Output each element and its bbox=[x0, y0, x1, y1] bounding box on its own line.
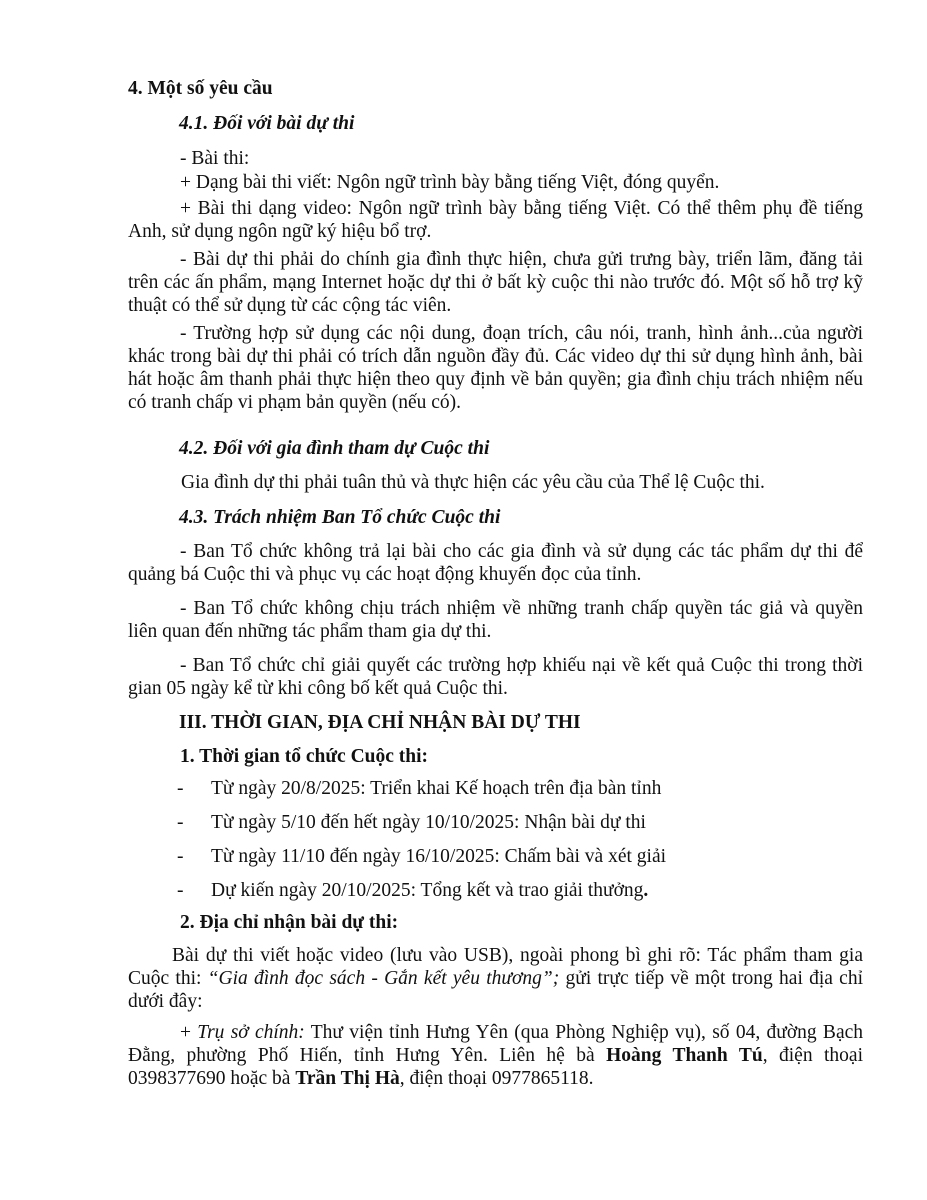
paragraph-head-office bbox=[128, 1021, 863, 1090]
subsection-4-3-heading: 4.3. Trách nhiệm Ban Tổ chức Cuộc thi bbox=[179, 507, 501, 528]
timeline-item-text: Từ ngày 11/10 đến ngày 16/10/2025: Chấm bài và xét giải bbox=[211, 846, 667, 867]
paragraph-btc-khong-chiu-trach-nhiem: - Ban Tổ chức không chịu trách nhiệm về những tranh chấp quyền tác giả và quyền liên quan đến những tác phẩm tham gia dự thi. bbox=[128, 598, 863, 642]
paragraph-dang-viet: + Dạng bài thi viết: Ngôn ngữ trình bày bằng tiếng Việt, đóng quyển. bbox=[180, 172, 720, 193]
contact-phone-1: , điện thoại 0398377690 hoặc bà bbox=[128, 1045, 863, 1089]
timeline-item-text bbox=[211, 879, 648, 902]
timeline-item-last-text: Dự kiến ngày 20/10/2025: Tổng kết và trao giải thưởng bbox=[211, 880, 644, 901]
address-intro-rest: gửi trực tiếp về một trong hai địa chỉ dưới đây: bbox=[128, 968, 864, 1012]
timeline-heading: 1. Thời gian tổ chức Cuộc thi: bbox=[180, 746, 429, 767]
timeline-item-text: Từ ngày 5/10 đến hết ngày 10/10/2025: Nhận bài dự thi bbox=[211, 812, 646, 833]
contact-name-1: Hoàng Thanh Tú bbox=[606, 1045, 763, 1066]
contact-phone-2: , điện thoại 0977865118. bbox=[399, 1068, 594, 1089]
section-4-heading: 4. Một số yêu cầu bbox=[128, 78, 273, 99]
address-intro-text: Bài dự thi viết hoặc video (lưu vào USB), ngoài phong bì ghi rõ: Tác phẩm tham gia Cuộc thi: bbox=[128, 945, 863, 989]
subsection-4-1-heading: 4.1. Đối với bài dự thi bbox=[179, 113, 355, 134]
timeline-final-period: . bbox=[643, 880, 649, 901]
paragraph-btc-khong-tra-bai: - Ban Tổ chức không trả lại bài cho các gia đình và sử dụng các tác phẩm dự thi để quảng bá Cuộc thi và phục vụ các hoạt động khuyến đọc của tỉnh. bbox=[128, 541, 863, 585]
paragraph-address-intro bbox=[128, 944, 863, 1013]
list-dash: - bbox=[177, 846, 184, 867]
paragraph-gia-dinh-tuan-thu: Gia đình dự thi phải tuân thủ và thực hiện các yêu cầu của Thể lệ Cuộc thi. bbox=[181, 472, 765, 493]
contact-name-2: Trần Thị Hà bbox=[295, 1068, 400, 1089]
paragraph-trich-dan: - Trường hợp sử dụng các nội dung, đoạn trích, câu nói, tranh, hình ảnh...của người khác trong bài dự thi phải có trích dẫn nguồn đầy đủ. Các video dự thi sử dụng hình ảnh, bài hát hoặc âm thanh phải thực hiện theo quy định về bản quyền; gia đình chịu trách nhiệm nếu có tranh chấp vi phạm bản quyền (nếu có). bbox=[128, 323, 863, 413]
list-dash: - bbox=[177, 880, 184, 901]
timeline-item-text: Từ ngày 20/8/2025: Triển khai Kế hoạch trên địa bàn tỉnh bbox=[211, 778, 662, 799]
contest-title: “Gia đình đọc sách - Gắn kết yêu thương”; bbox=[207, 968, 560, 989]
paragraph-bai-thi: - Bài thi: bbox=[180, 148, 250, 169]
head-office-label: Trụ sở chính: bbox=[197, 1022, 305, 1043]
subsection-4-2-heading: 4.2. Đối với gia đình tham dự Cuộc thi bbox=[179, 438, 490, 459]
head-office-prefix: + bbox=[180, 1022, 198, 1043]
paragraph-btc-khieu-nai: - Ban Tổ chức chỉ giải quyết các trường hợp khiếu nại về kết quả Cuộc thi trong thời gian 05 ngày kể từ khi công bố kết quả Cuộc thi. bbox=[128, 655, 863, 699]
list-dash: - bbox=[177, 812, 184, 833]
section-iii-heading: III. THỜI GIAN, ĐỊA CHỈ NHẬN BÀI DỰ THI bbox=[179, 712, 581, 733]
paragraph-dang-video: + Bài thi dạng video: Ngôn ngữ trình bày bằng tiếng Việt. Có thể thêm phụ đề tiếng Anh, sử dụng ngôn ngữ ký hiệu bổ trợ. bbox=[128, 198, 863, 242]
list-dash: - bbox=[177, 778, 184, 799]
paragraph-gia-dinh-thuc-hien: - Bài dự thi phải do chính gia đình thực hiện, chưa gửi trưng bày, triển lãm, đăng tải trên các ấn phẩm, mạng Internet hoặc dự thi ở bất kỳ cuộc thi nào trước đó. Một số hỗ trợ kỹ thuật có thể sử dụng từ các cộng tác viên. bbox=[128, 249, 863, 316]
address-heading: 2. Địa chỉ nhận bài dự thi: bbox=[180, 912, 399, 933]
head-office-address: Thư viện tỉnh Hưng Yên (qua Phòng Nghiệp vụ), số 04, đường Bạch Đằng, phường Phố Hiến, tỉnh Hưng Yên. Liên hệ bà bbox=[128, 1022, 863, 1066]
